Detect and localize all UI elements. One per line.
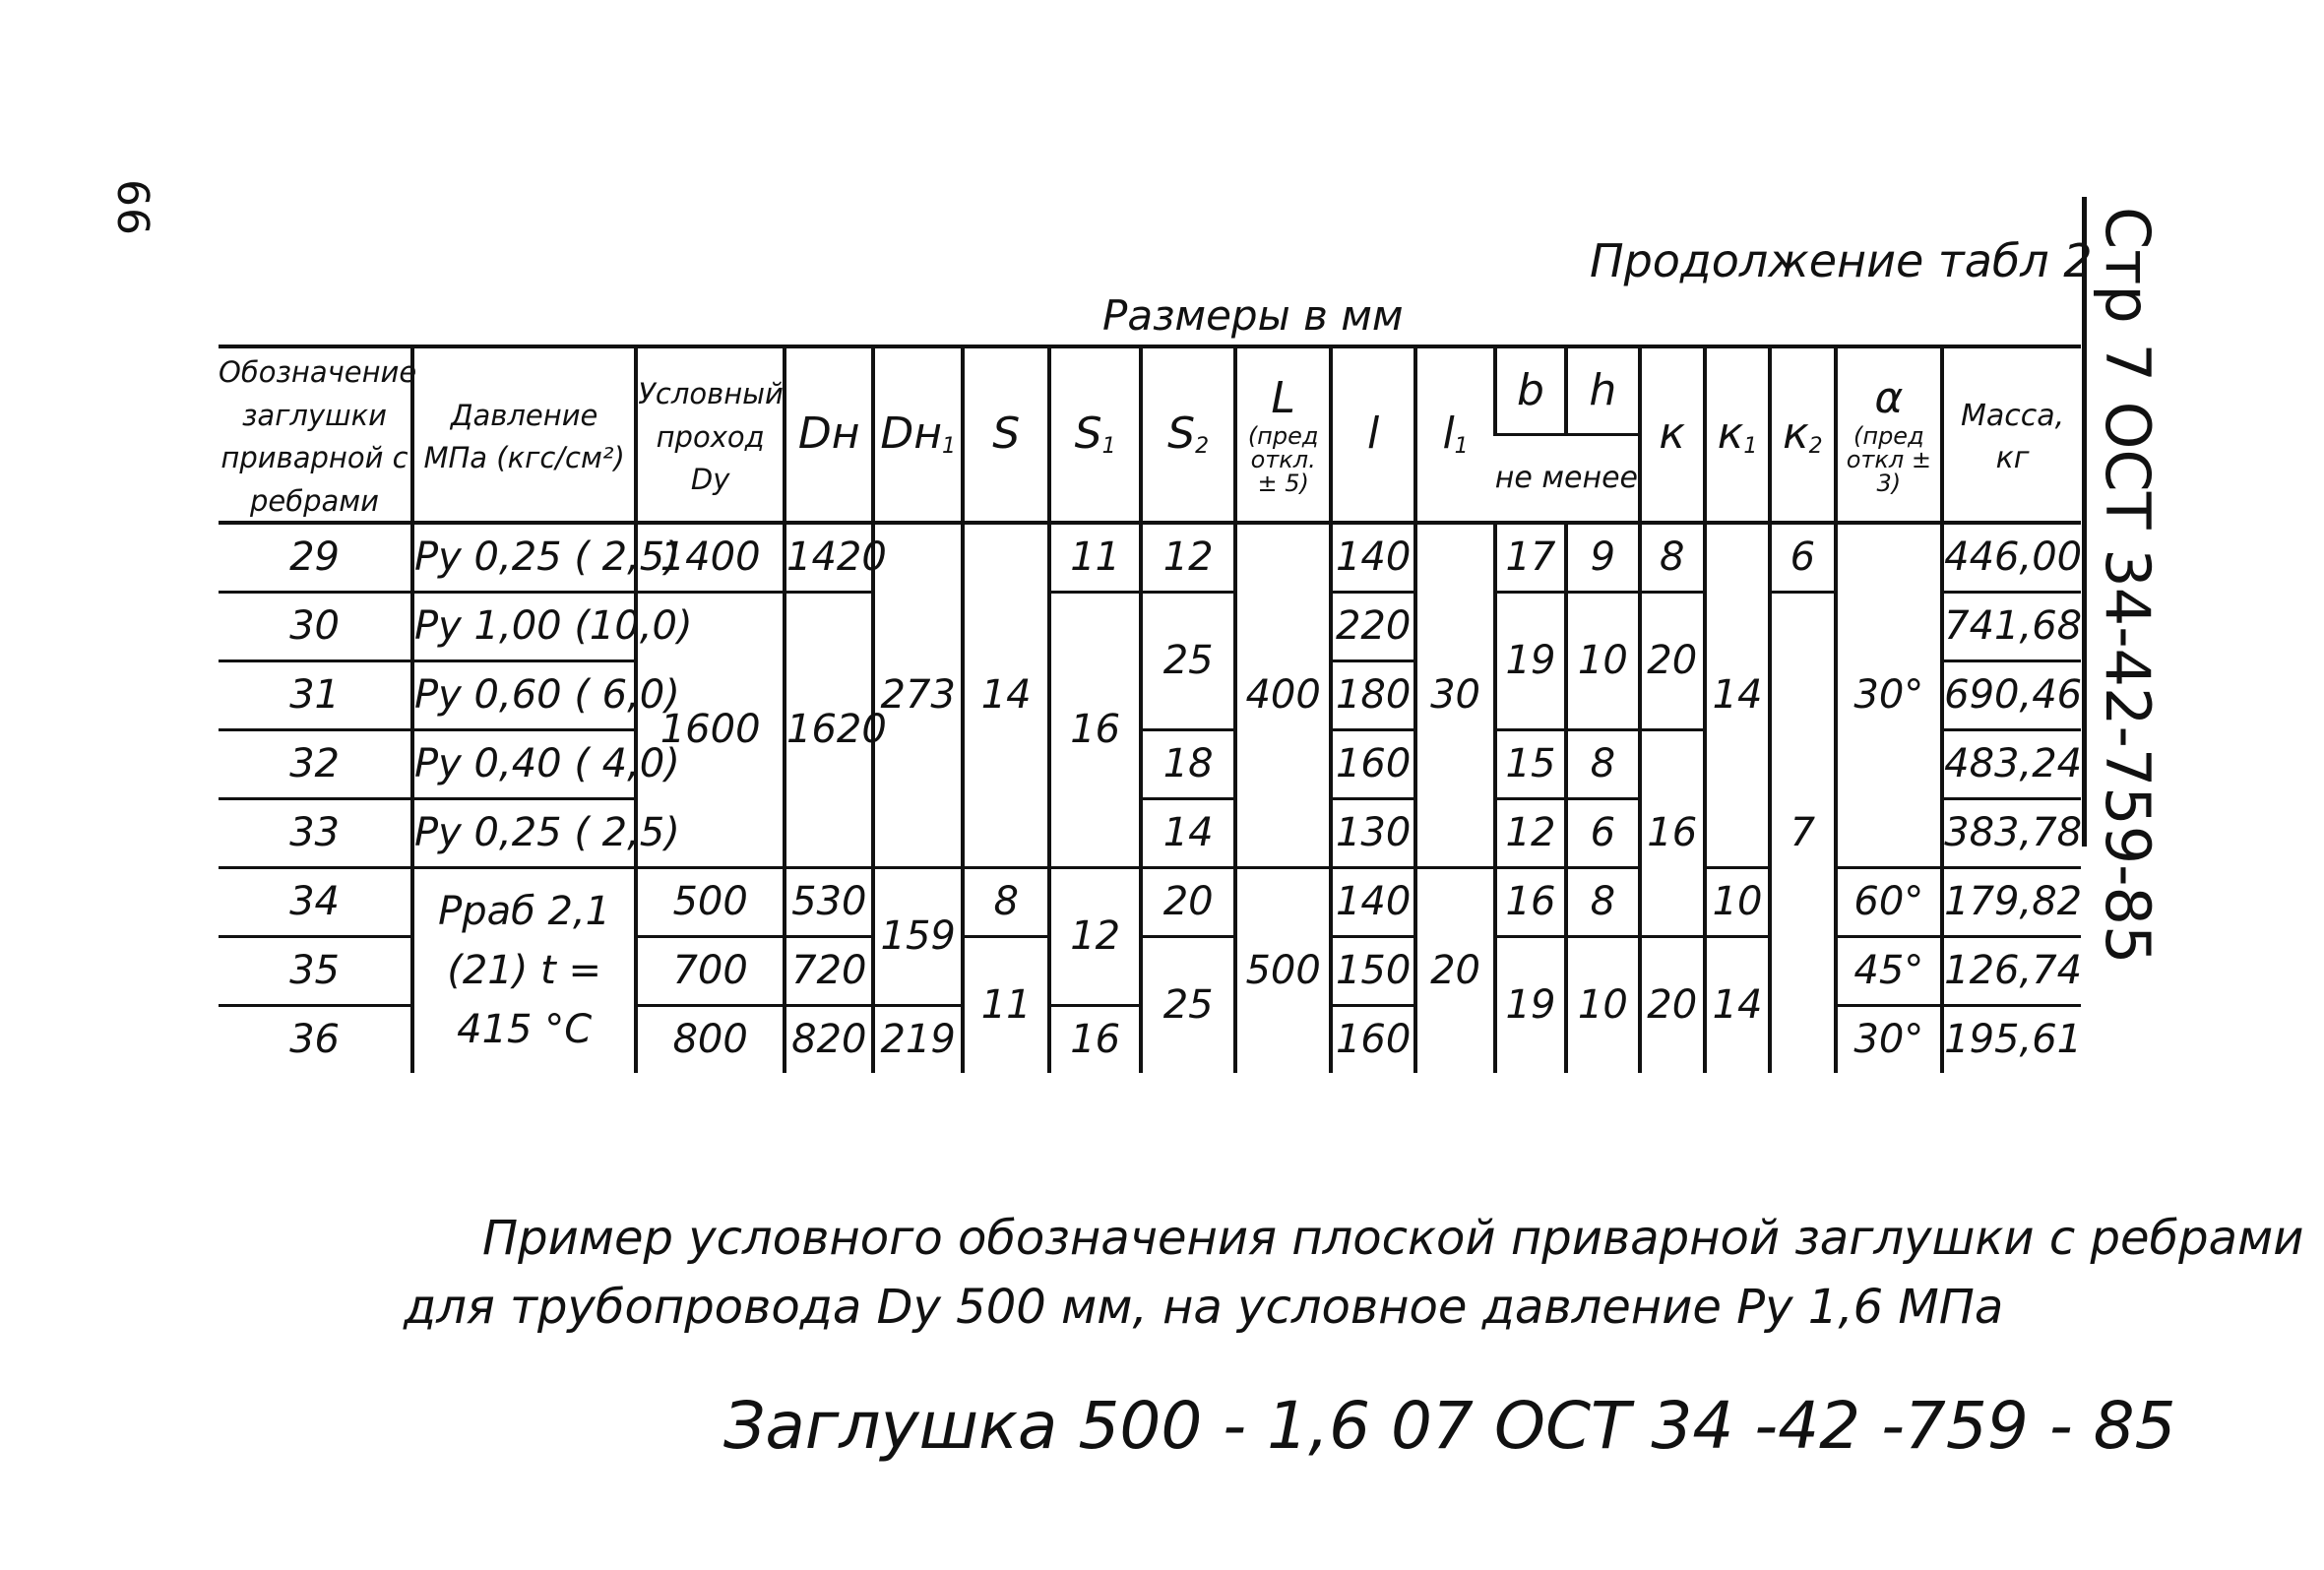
header-dn: Dн xyxy=(785,346,873,523)
cell-h: 9 xyxy=(1566,523,1639,593)
cell-dn: 1420 xyxy=(785,523,873,593)
cell-s2: 18 xyxy=(1141,729,1236,798)
cell-l: 140 xyxy=(1331,867,1415,936)
header-s1: $S_1$ xyxy=(1049,346,1140,523)
header-mass: Масса, кг xyxy=(1942,346,2081,523)
cell-dn1: 219 xyxy=(873,1005,962,1073)
cell-dn: 820 xyxy=(785,1005,873,1073)
example-caption-line2: для трубопровода Dy 500 мм, на условное давление Ру 1,6 МПа xyxy=(404,1280,2004,1335)
cell-h: 10 xyxy=(1566,592,1639,729)
cell-l: 160 xyxy=(1331,729,1415,798)
cell-alpha: 60° xyxy=(1836,867,1943,936)
cell-L: 400 xyxy=(1235,523,1331,868)
cell-mass: 383,78 xyxy=(1942,798,2081,867)
header-b: b xyxy=(1495,346,1566,434)
row-designation: 31 xyxy=(219,660,412,729)
cell-s: 11 xyxy=(963,936,1049,1073)
cell-b: 12 xyxy=(1495,798,1566,867)
cell-h: 6 xyxy=(1566,798,1639,867)
cell-dy: 700 xyxy=(636,936,785,1005)
cell-b: 19 xyxy=(1495,592,1566,729)
cell-mass: 446,00 xyxy=(1942,523,2081,593)
cell-alpha: 45° xyxy=(1836,936,1943,1005)
header-s2: $S_2$ xyxy=(1141,346,1236,523)
cell-k1: 10 xyxy=(1705,867,1770,936)
cell-k1: 14 xyxy=(1705,936,1770,1073)
cell-dy: 500 xyxy=(636,867,785,936)
header-not-less: не менее xyxy=(1495,434,1640,522)
cell-dn: 720 xyxy=(785,936,873,1005)
cell-b: 19 xyxy=(1495,936,1566,1073)
row-designation: 29 xyxy=(219,523,412,593)
cell-mass: 483,24 xyxy=(1942,729,2081,798)
header-pressure: Давление МПа (кгс/см²) xyxy=(412,346,636,523)
header-l1: $l_1$ xyxy=(1415,346,1494,523)
plug-dimensions-table xyxy=(219,345,2081,1073)
row-designation: 36 xyxy=(289,1017,340,1063)
cell-k: 8 xyxy=(1640,523,1705,593)
header-nominal-bore: Условный проход Dy xyxy=(636,346,785,523)
header-h: h xyxy=(1566,346,1639,434)
cell-dn1: 159 xyxy=(873,867,962,1005)
cell-s1: 16 xyxy=(1049,592,1140,867)
row-pressure: Рраб 2,1 (21) t = 415 °C xyxy=(412,867,636,1073)
row-pressure: Рy 1,00 (10,0) xyxy=(412,592,636,660)
header-dn1: $Dн_1$ xyxy=(873,346,962,523)
dimensions-caption: Размеры в мм xyxy=(1102,291,1404,340)
header-designation: Обозначение заглушки приварной с ребрами xyxy=(219,346,412,523)
cell-mass: 195,61 xyxy=(1942,1005,2081,1073)
cell-mass: 690,46 xyxy=(1942,660,2081,729)
cell-h: 10 xyxy=(1566,936,1639,1073)
cell-l: 160 xyxy=(1331,1005,1415,1073)
cell-h: 8 xyxy=(1566,729,1639,798)
header-k2: $к_2$ xyxy=(1770,346,1835,523)
cell-s: 8 xyxy=(963,867,1049,936)
cell-l: 220 xyxy=(1331,592,1415,660)
cell-l: 140 xyxy=(1331,523,1415,593)
cell-s1: 16 xyxy=(1049,1005,1140,1073)
cell-b: 15 xyxy=(1495,729,1566,798)
cell-mass: 741,68 xyxy=(1942,592,2081,660)
standard-reference: Стр 7 ОСТ 34-42-759-85 xyxy=(2092,207,2164,965)
cell-l1: 20 xyxy=(1415,867,1494,1073)
example-caption-line1: Пример условного обозначения плоской приварной заглушки с ребрами xyxy=(482,1211,2304,1266)
cell-dn: 530 xyxy=(785,867,873,936)
cell-s2: 12 xyxy=(1141,523,1236,593)
cell-h: 8 xyxy=(1566,867,1639,936)
row-pressure: Рy 0,25 ( 2,5) xyxy=(412,798,636,867)
cell-s2: 25 xyxy=(1141,936,1236,1073)
cell-b: 16 xyxy=(1495,867,1566,936)
cell-alpha: 30° xyxy=(1836,523,1943,868)
table-continuation-label: Продолжение табл 2 xyxy=(1590,234,2093,287)
cell-k: 20 xyxy=(1640,936,1705,1073)
row-designation: 35 xyxy=(219,936,412,1005)
row-designation: 32 xyxy=(219,729,412,798)
cell-s1: 12 xyxy=(1049,867,1140,1005)
cell-k1: 14 xyxy=(1705,523,1770,868)
cell-dy: 1400 xyxy=(636,523,785,593)
cell-s2: 14 xyxy=(1141,798,1236,867)
header-s: S xyxy=(963,346,1049,523)
cell-s2: 25 xyxy=(1141,592,1236,729)
header-L: L (пред откл. ± 5) xyxy=(1235,346,1331,523)
header-k: к xyxy=(1640,346,1705,523)
cell-k: 20 xyxy=(1640,592,1705,729)
cell-s2: 20 xyxy=(1141,867,1236,936)
cell-dn: 1620 xyxy=(785,592,873,867)
cell-dy: 1600 xyxy=(636,592,785,867)
cell-s: 14 xyxy=(963,523,1049,868)
cell-k2: 7 xyxy=(1770,592,1835,1073)
header-k1: $к_1$ xyxy=(1705,346,1770,523)
cell-L: 500 xyxy=(1235,867,1331,1073)
cell-l: 130 xyxy=(1331,798,1415,867)
row-designation: 33 xyxy=(219,798,412,867)
example-designation: Заглушка 500 - 1,6 07 ОСТ 34 -42 -759 - 85 xyxy=(723,1388,2176,1464)
cell-k2: 6 xyxy=(1770,523,1835,593)
cell-b: 17 xyxy=(1495,523,1566,593)
cell-mass: 126,74 xyxy=(1942,936,2081,1005)
cell-l: 180 xyxy=(1331,660,1415,729)
row-pressure: Рy 0,25 ( 2,5) xyxy=(412,523,636,593)
cell-alpha: 30° xyxy=(1836,1005,1943,1073)
row-designation: 30 xyxy=(219,592,412,660)
row-designation: 34 xyxy=(219,867,412,936)
cell-dy: 800 xyxy=(636,1005,785,1073)
row-pressure: Рy 0,60 ( 6,0) xyxy=(412,660,636,729)
header-l: l xyxy=(1331,346,1415,523)
header-alpha: α (пред откл ± 3) xyxy=(1836,346,1943,523)
page-number: 66 xyxy=(107,179,157,236)
cell-k: 16 xyxy=(1640,729,1705,936)
cell-l1: 30 xyxy=(1415,523,1494,868)
cell-l: 150 xyxy=(1331,936,1415,1005)
row-pressure: Рy 0,40 ( 4,0) xyxy=(412,729,636,798)
cell-mass: 179,82 xyxy=(1942,867,2081,936)
cell-dn1: 273 xyxy=(873,523,962,868)
cell-s1: 11 xyxy=(1049,523,1140,593)
